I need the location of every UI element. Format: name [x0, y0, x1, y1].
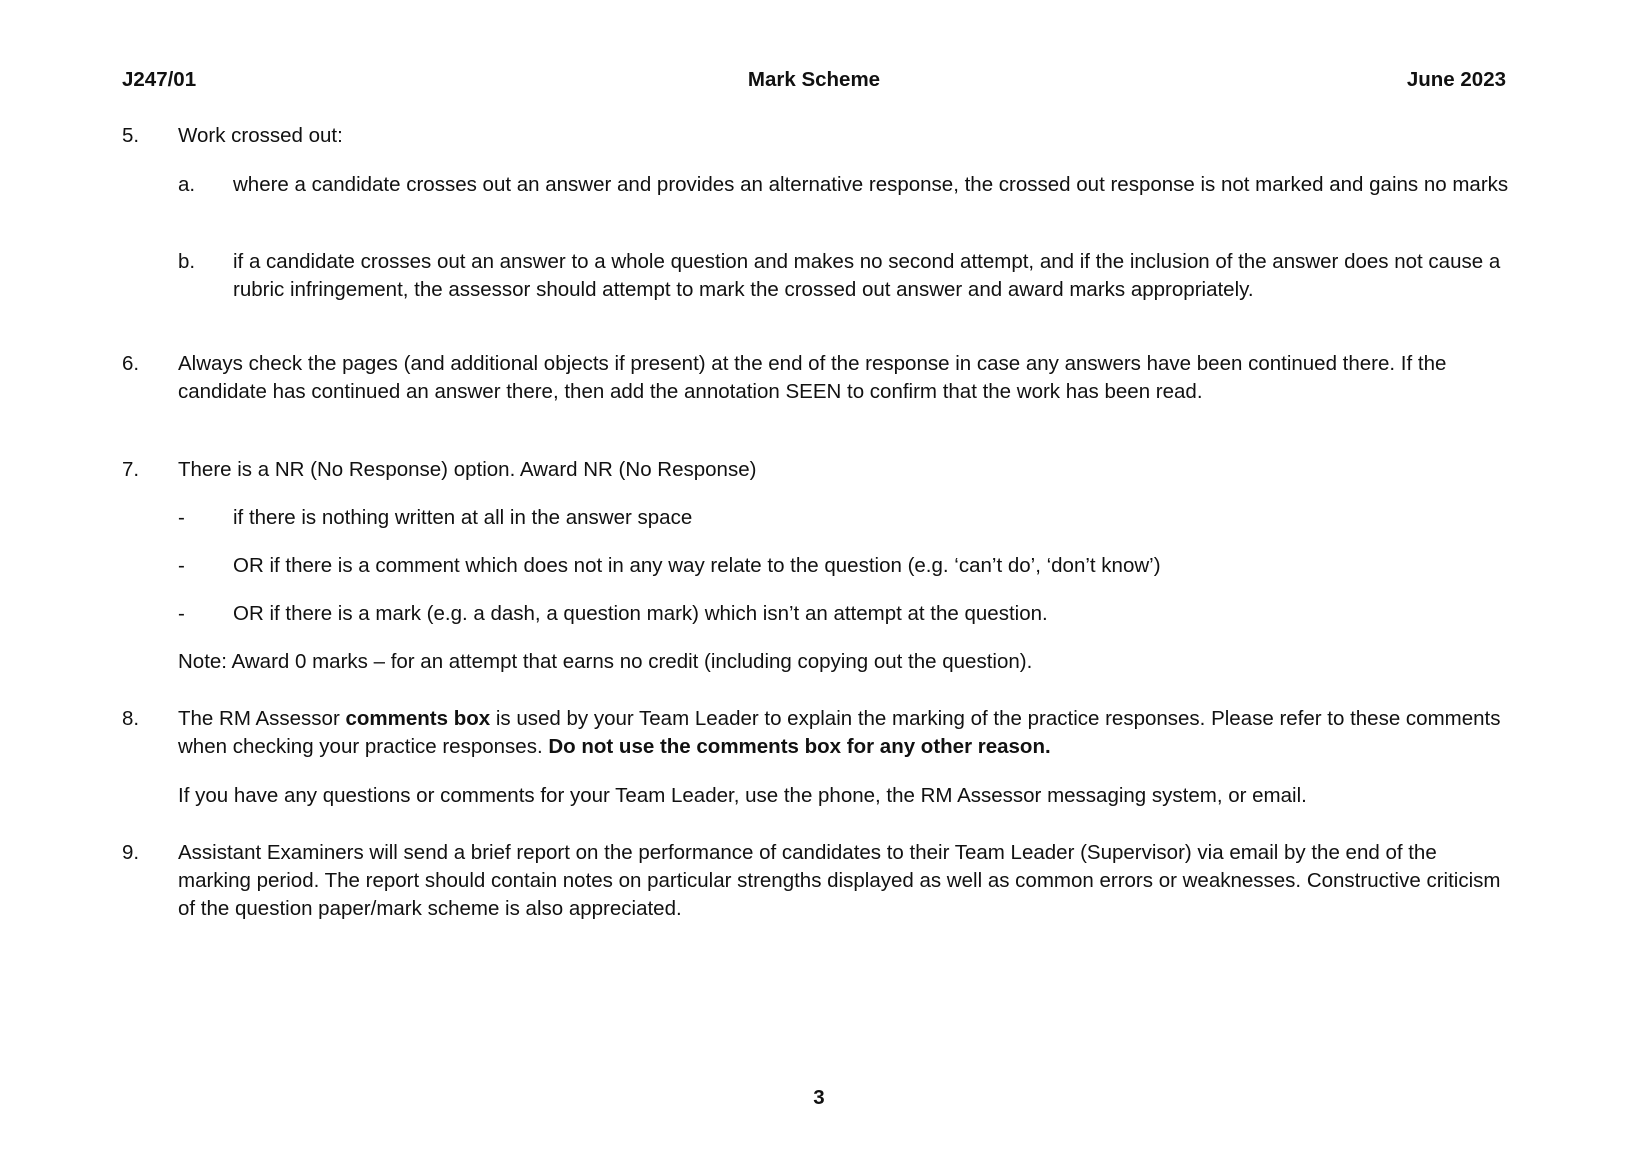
item-number: 8.	[122, 707, 140, 730]
bullet-marker: -	[178, 506, 185, 529]
bullet-text: OR if there is a mark (e.g. a dash, a question mark) which isn’t an attempt at the question.	[233, 602, 1048, 625]
sub-item-text: if a candidate crosses out an answer to a whole question and makes no second attempt, and if the inclusion of the answer does not cause a rubric infringement, the assessor should attempt to mark the crossed out answer and award marks appropriately.	[233, 250, 1501, 301]
page-number: 3	[813, 1086, 825, 1109]
document-title: Mark Scheme	[747, 68, 881, 91]
item-text: Always check the pages (and additional objects if present) at the end of the response in case any answers have been continued there. If the candidate has continued an answer there, then add the annotation SEEN to confirm that the work has been read.	[178, 352, 1447, 403]
sub-item-marker: b.	[178, 250, 196, 273]
sub-item-marker: a.	[178, 173, 196, 196]
item-number: 6.	[122, 352, 140, 375]
page-header	[122, 66, 1506, 94]
bullet-text: if there is nothing written at all in the answer space	[233, 506, 693, 529]
item-number: 9.	[122, 841, 140, 864]
sub-item-text: where a candidate crosses out an answer and provides an alternative response, the crossed out response is not marked and gains no marks	[233, 173, 1509, 196]
exam-date: June 2023	[1406, 68, 1506, 91]
contact-paragraph: If you have any questions or comments for your Team Leader, use the phone, the RM Assessor messaging system, or email.	[178, 784, 1307, 807]
item-text: Assistant Examiners will send a brief report on the performance of candidates to their Team Leader (Supervisor) via email by the end of the marking period. The report should contain notes on particular strengths displayed as well as common errors or weaknesses. Constructive criticism of the question paper/mark scheme is also appreciated.	[178, 841, 1501, 920]
item-number: 7.	[122, 458, 140, 481]
emphasis-comments-box: comments box	[345, 707, 491, 730]
bullet-text: OR if there is a comment which does not in any way relate to the question (e.g. ‘can’t do’, ‘don’t know’)	[233, 554, 1161, 577]
item-text: Work crossed out:	[178, 124, 343, 147]
item-text	[178, 705, 1512, 761]
text-run: The RM Assessor	[178, 707, 346, 730]
note-paragraph: Note: Award 0 marks – for an attempt that earns no credit (including copying out the question).	[178, 650, 1033, 673]
text-run: is used by your Team Leader to explain the marking of the practice responses. Please refer to these comments when checking your practice responses.	[178, 707, 1501, 758]
emphasis-warning: Do not use the comments box for any other reason.	[548, 735, 1051, 758]
paper-code: J247/01	[122, 68, 197, 91]
item-text: There is a NR (No Response) option. Award NR (No Response)	[178, 458, 757, 481]
item-number: 5.	[122, 124, 140, 147]
bullet-marker: -	[178, 554, 185, 577]
bullet-marker: -	[178, 602, 185, 625]
